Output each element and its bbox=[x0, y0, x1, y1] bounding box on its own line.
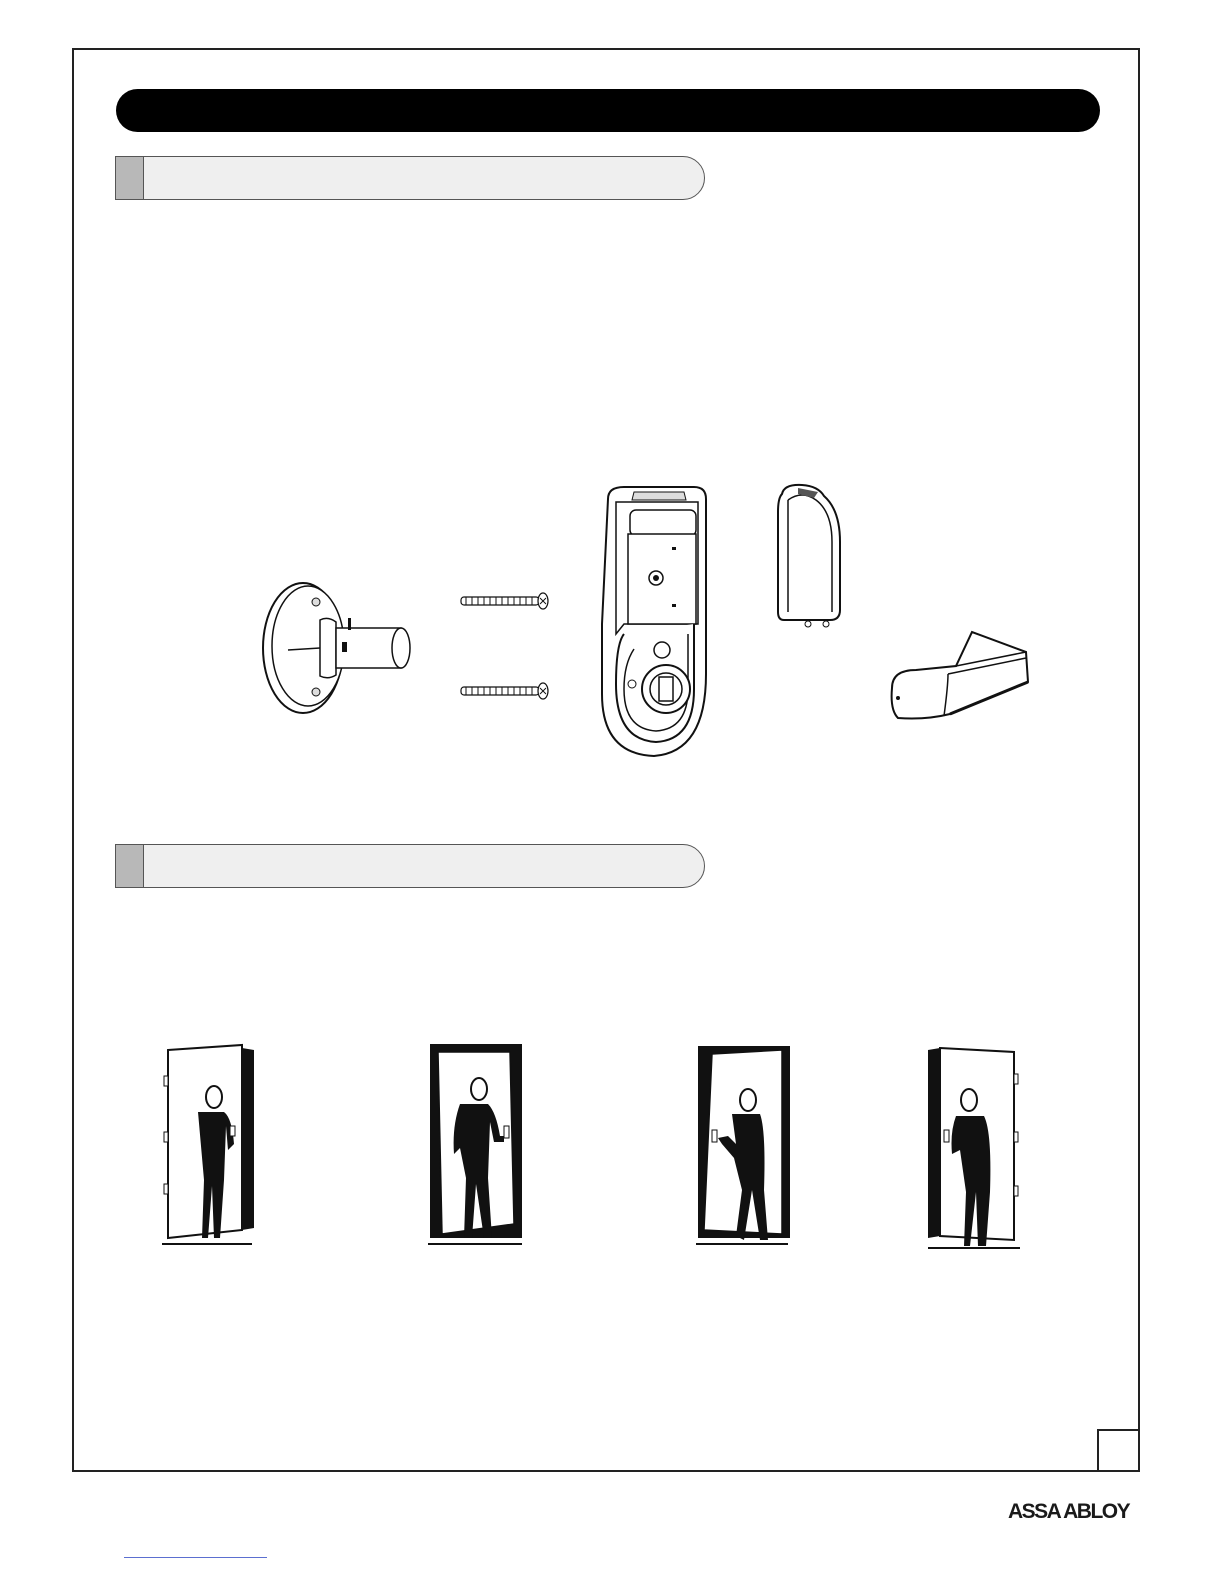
door-handing-1-icon bbox=[158, 1040, 258, 1250]
inside-mounting-plate-icon bbox=[258, 580, 418, 715]
section-tab bbox=[116, 157, 144, 199]
page-border bbox=[72, 48, 1140, 1472]
door-handing-2-icon bbox=[424, 1038, 528, 1250]
brand-logo: ASSA ABLOY bbox=[1008, 1500, 1130, 1523]
inside-escutcheon-icon bbox=[594, 484, 724, 760]
door-handing-4-icon bbox=[922, 1042, 1026, 1254]
battery-cover-icon bbox=[774, 482, 846, 632]
door-handing-3-icon bbox=[692, 1040, 796, 1250]
mounting-screws-icon bbox=[458, 590, 553, 705]
page-number-box bbox=[1097, 1429, 1139, 1471]
page-title-bar bbox=[116, 89, 1100, 132]
lever-handle-icon bbox=[886, 626, 1034, 722]
section-header-parts bbox=[115, 156, 705, 200]
section-header-door-handing bbox=[115, 844, 705, 888]
section-tab bbox=[116, 845, 144, 887]
footer-link-underline bbox=[124, 1557, 267, 1558]
